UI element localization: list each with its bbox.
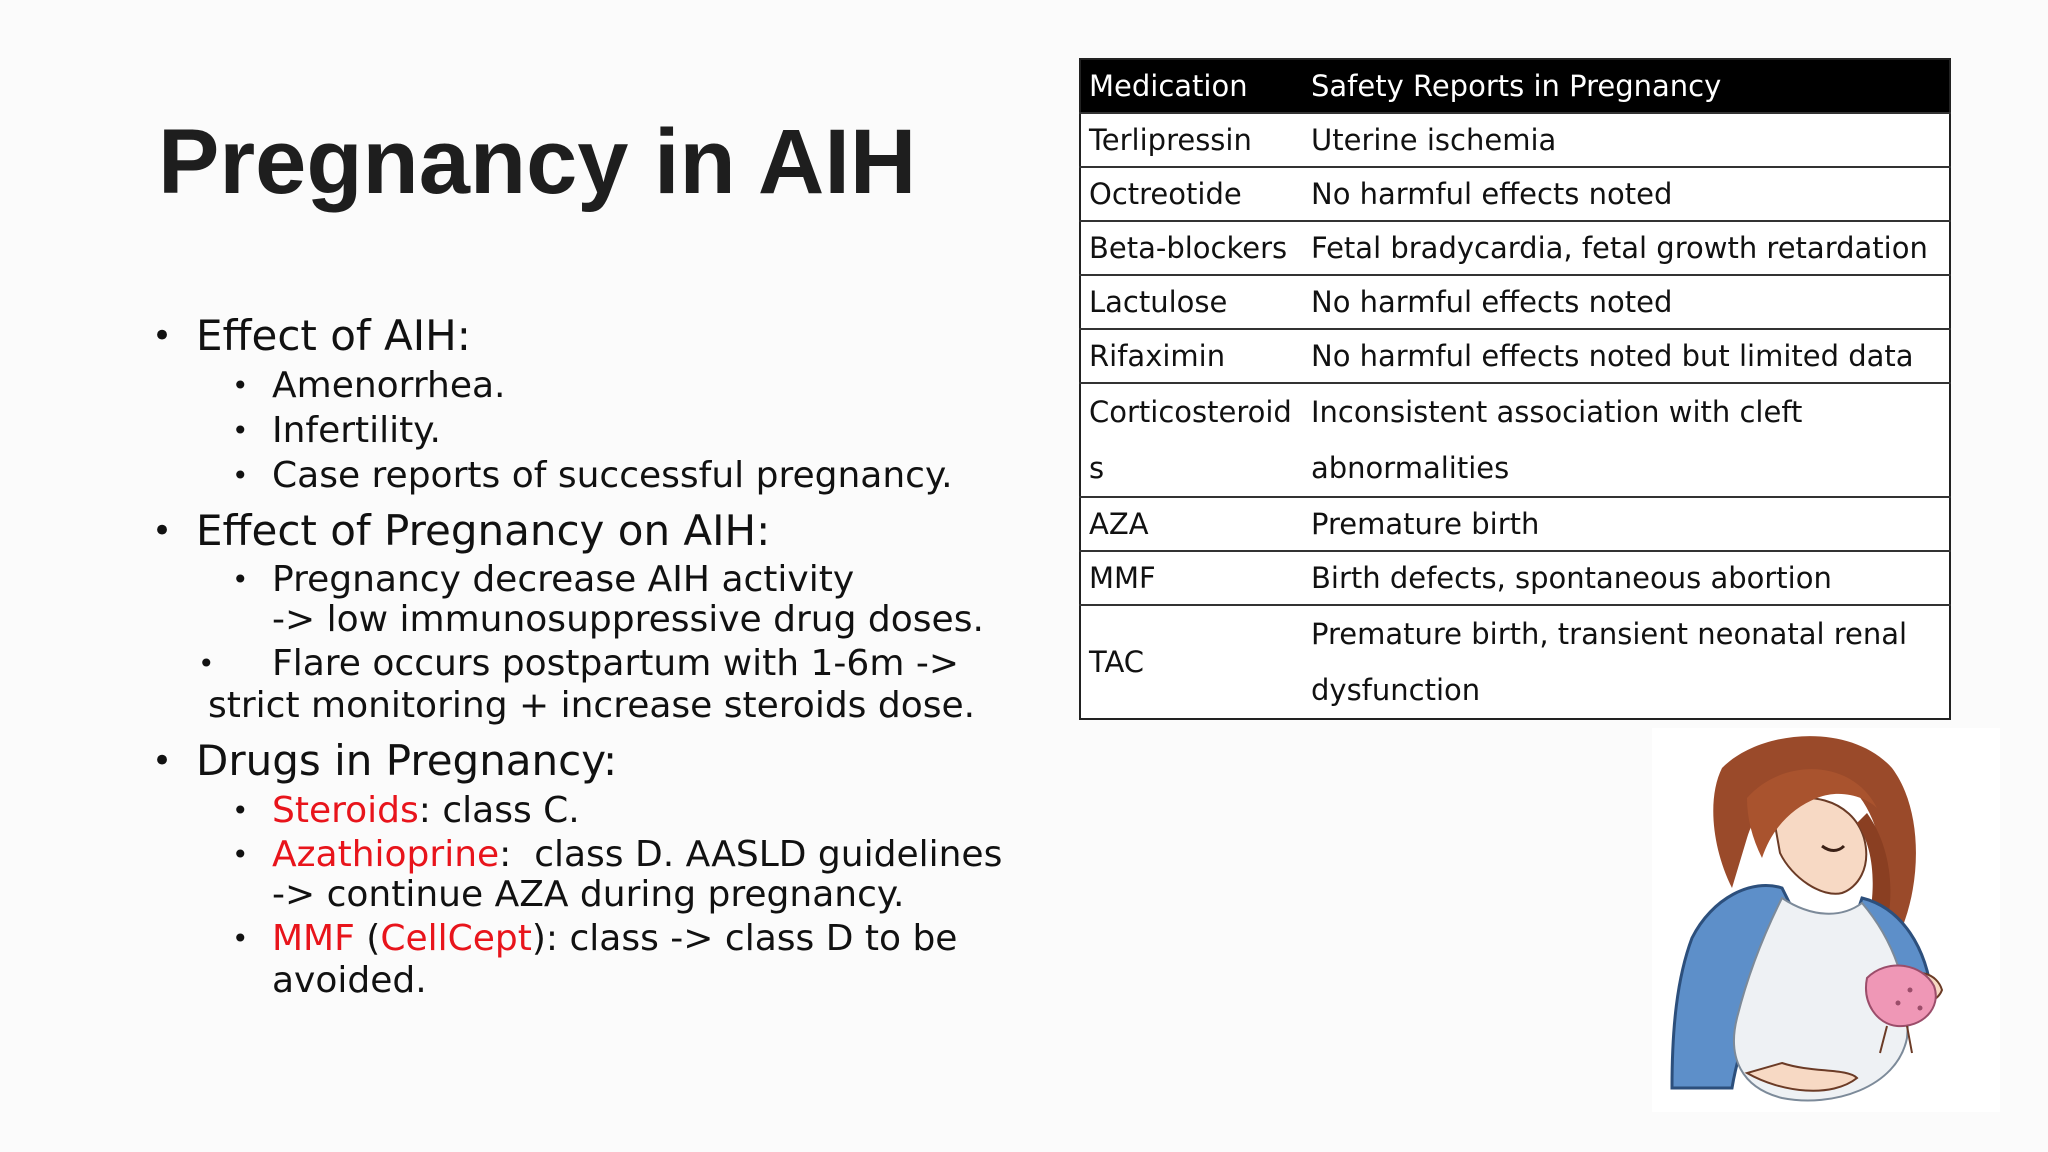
pregnant-woman-illustration-icon: [1652, 728, 2000, 1112]
cell-medication: AZA: [1080, 497, 1303, 551]
cell-report: No harmful effects noted: [1303, 275, 1950, 329]
column-header-safety: Safety Reports in Pregnancy: [1303, 59, 1950, 113]
drug-name-cellcept: CellCept: [380, 918, 532, 959]
list-item-azathioprine: • Azathioprine: class D. AASLD guidelines -> continue AZA during pregnancy.: [232, 834, 1003, 915]
cell-report: Fetal bradycardia, fetal growth retardation: [1303, 221, 1950, 275]
table-row: [1080, 329, 1950, 383]
bullet-drugs-in-pregnancy: • Drugs in Pregnancy:: [152, 736, 618, 785]
cell-medication: TAC: [1080, 605, 1303, 719]
bullet-dot: •: [152, 741, 173, 781]
cell-report: No harmful effects noted: [1303, 167, 1950, 221]
drug-name-mmf: MMF: [272, 918, 355, 959]
cell-report: Birth defects, spontaneous abortion: [1303, 551, 1950, 605]
table-header-row: [1080, 59, 1950, 113]
bullet-dot: •: [152, 511, 173, 551]
column-header-medication: Medication: [1080, 59, 1303, 113]
table-row: [1080, 167, 1950, 221]
cell-medication: Corticosteroid s: [1080, 383, 1303, 497]
cell-medication: Octreotide: [1080, 167, 1303, 221]
list-item: • Amenorrhea.: [232, 365, 506, 406]
table-row: [1080, 275, 1950, 329]
bullet-effect-of-aih: • Effect of AIH:: [152, 311, 471, 360]
bullet-effect-of-pregnancy: • Effect of Pregnancy on AIH:: [152, 506, 771, 555]
list-item: • Infertility.: [232, 410, 441, 451]
cell-medication: Beta-blockers: [1080, 221, 1303, 275]
medication-safety-table: [1079, 58, 1951, 720]
table-row: [1080, 221, 1950, 275]
cell-medication: Terlipressin: [1080, 113, 1303, 167]
table-row: [1080, 605, 1950, 719]
sub-list-effect-of-aih: [150, 365, 1030, 497]
list-item: • Pregnancy decrease AIH activity -> low immunosuppressive drug doses.: [232, 559, 984, 640]
list-item: • Case reports of successful pregnancy.: [232, 455, 953, 496]
cell-medication: Rifaximin: [1080, 329, 1303, 383]
cell-medication: MMF: [1080, 551, 1303, 605]
table-row: [1080, 551, 1950, 605]
list-item-steroids: • Steroids: class C.: [232, 790, 580, 831]
table-row: [1080, 113, 1950, 167]
list-item: • Flare occurs postpartum with 1-6m -> strict monitoring + increase steroids dose.: [198, 643, 976, 726]
sub-list-drugs: [150, 790, 1030, 1002]
slide-title: Pregnancy in AIH: [158, 111, 917, 213]
cell-report: Uterine ischemia: [1303, 113, 1950, 167]
cell-report: Premature birth, transient neonatal renal dysfunction: [1303, 605, 1950, 719]
cell-medication: Lactulose: [1080, 275, 1303, 329]
drug-name-steroids: Steroids: [272, 790, 419, 831]
sub-list-effect-of-pregnancy: [150, 560, 1030, 727]
bullet-dot: •: [152, 316, 173, 356]
pregnant-woman-illustration-svg: [1652, 728, 2000, 1112]
cell-report: Premature birth: [1303, 497, 1950, 551]
cell-report: Inconsistent association with cleft abnormalities: [1303, 383, 1950, 497]
cell-report: No harmful effects noted but limited data: [1303, 329, 1950, 383]
bullet-list: [150, 310, 1030, 1010]
list-item-mmf: • MMF (CellCept): class -> class D to be avoided.: [232, 918, 958, 1001]
table-row: [1080, 383, 1950, 497]
drug-name-azathioprine: Azathioprine: [272, 834, 500, 875]
table-row: [1080, 497, 1950, 551]
